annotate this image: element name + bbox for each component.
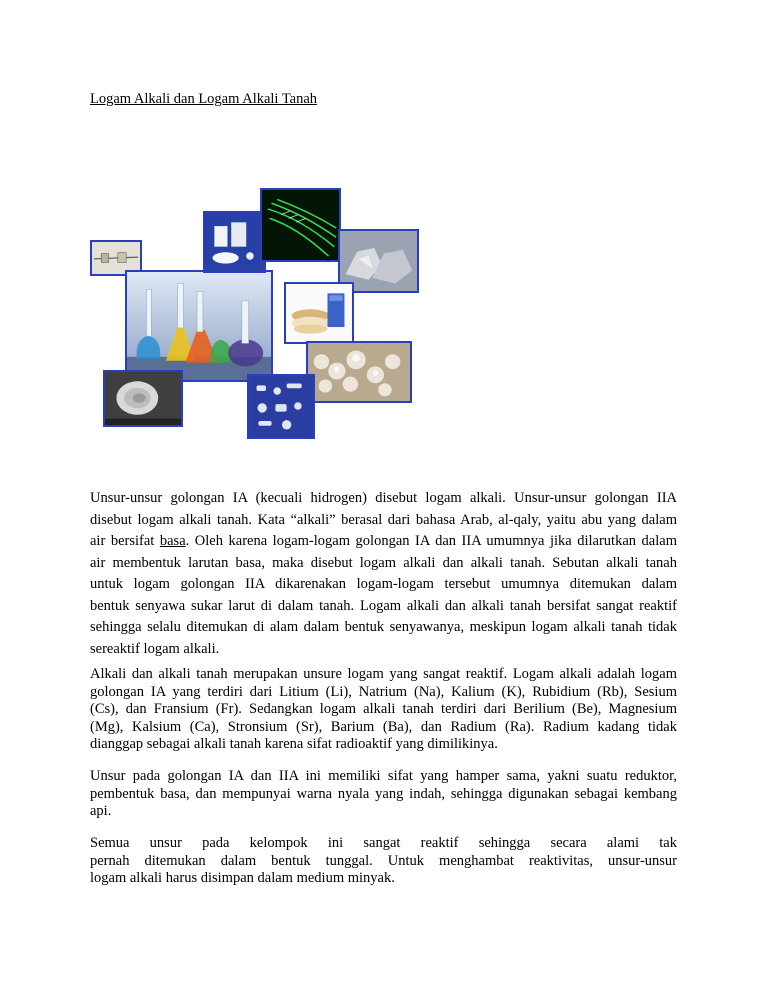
text-segment: air bersifat [90, 533, 160, 549]
text-line: sereaktif logam alkali. [90, 640, 220, 657]
text-line [90, 531, 677, 553]
text-line: untuk logam golongan IIA dikarenakan logam-logam tersebut umumnya ditemukan dalam [90, 576, 677, 592]
paragraph-reactivity [90, 835, 677, 888]
page-title: Logam Alkali dan Logam Alkali Tanah [90, 91, 318, 107]
white-crystal-blocks-photo [203, 211, 266, 273]
green-flame-spectrum-photo [260, 188, 341, 262]
image-collage [0, 0, 768, 460]
text-line: api. [90, 803, 112, 819]
text-line: Semua unsur pada kelompok ini sangat reaktif sehingga secara alami tak [90, 835, 677, 851]
paragraph-properties [90, 768, 677, 821]
text-line: (Mg), Kalsium (Ca), Stronsium (Sr), Barium (Ba), dan Radium (Ra). Radium kadang tidak [90, 718, 677, 735]
basa-link[interactable]: basa [159, 533, 186, 549]
text-line: dianggap sebagai alkali tanah karena sifat radioaktif yang dimilikinya. [90, 736, 498, 752]
dishes-and-box-photo [284, 282, 354, 344]
lab-glassware-flasks-photo [125, 270, 273, 382]
text-line: logam alkali harus disimpan dalam medium minyak. [90, 870, 395, 886]
text-line: pembentuk basa, dan mempunyai warna nyala yang indah, sehingga digunakan sebagai kembang [90, 785, 677, 802]
text-line: disebut logam alkali tanah. Kata “alkali” berasal dari bahasa Arab, al-qaly, yaitu abu yang dalam [90, 511, 677, 528]
text-line: Unsur pada golongan IA dan IIA ini memiliki sifat yang hamper sama, yakni suatu reduktor, [90, 768, 677, 784]
small-metal-parts-photo [247, 374, 315, 439]
text-line: Alkali dan alkali tanah merupakan unsure logam yang sangat reaktif. Logam alkali adalah logam [90, 666, 677, 682]
text-line: bentuk senyawa sukar larut di dalam tanah. Logam alkali dan alkali tanah bersifat sangat reaktif [90, 597, 677, 614]
text-line: Unsur-unsur golongan IA (kecuali hidrogen) disebut logam alkali. Unsur-unsur golongan IIA [90, 490, 677, 506]
text-line: (Cs), dan Fransium (Fr). Sedangkan logam alkali tanah terdiri dari Berilium (Be), Magnesium [90, 701, 677, 717]
text-line: air membentuk larutan basa, maka disebut logam alkali dan alkali tanah. Sebutan alkali tanah [90, 554, 677, 571]
seashell-specimen-photo [103, 370, 183, 427]
mineral-crystal-cluster-photo [306, 341, 412, 403]
text-line: pernah ditemukan dalam bentuk tunggal. Untuk menghambat reaktivitas, unsur-unsur [90, 852, 677, 869]
text-segment: . Oleh karena logam-logam golongan IA dan IIA umumnya jika dilarutkan dalam [185, 533, 677, 549]
paragraph-intro [90, 488, 677, 660]
text-line: golongan IA yang terdiri dari Litium (Li), Natrium (Na), Kalium (K), Rubidium (Rb), Sesium [90, 683, 677, 700]
text-line: sehingga selalu ditemukan di alam dalam bentuk senyawanya, meskipun logam alkali tanah tidak [90, 619, 677, 635]
paragraph-members [90, 666, 677, 754]
